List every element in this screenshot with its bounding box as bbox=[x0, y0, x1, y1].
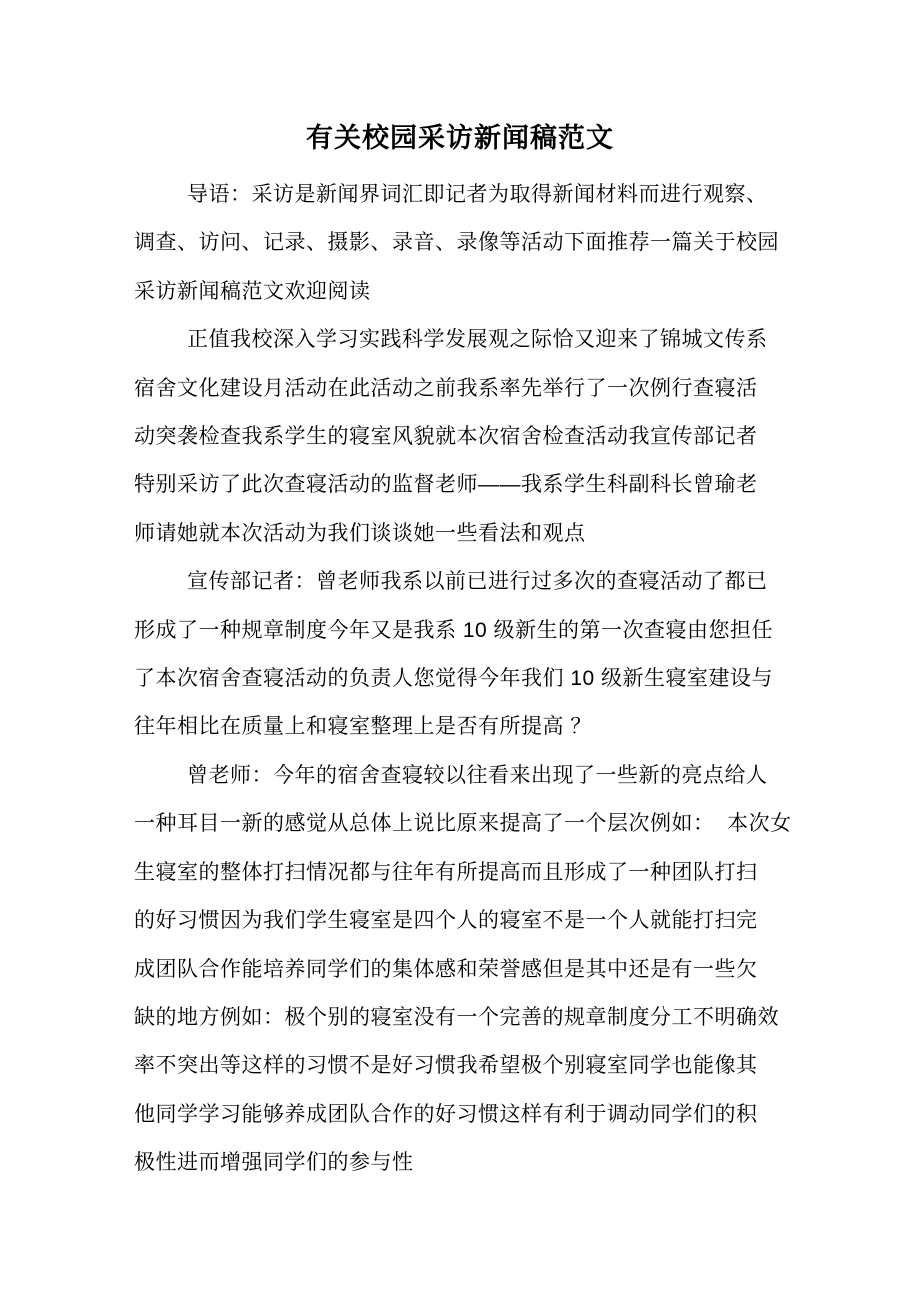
text-line: 一种耳目一新的感觉从总体上说比原来提高了一个层次例如： 本次女 bbox=[134, 812, 792, 836]
text-line: 了本次宿舍查寝活动的负责人您觉得今年我们 10 级新生寝室建设与 bbox=[134, 667, 774, 691]
text-line: 生寝室的整体打扫情况都与往年有所提高而且形成了一种团队打扫 bbox=[134, 860, 758, 884]
text-line: 他同学学习能够养成团队合作的好习惯这样有利于调动同学们的积 bbox=[134, 1102, 758, 1126]
text-line: 成团队合作能培养同学们的集体感和荣誉感但是其中还是有一些欠 bbox=[134, 957, 758, 981]
text-line: 采访新闻稿范文欢迎阅读 bbox=[134, 279, 371, 303]
text-line: 曾老师：今年的宿舍查寝较以往看来出现了一些新的亮点给人 bbox=[187, 763, 768, 787]
text-line: 调查、访问、记录、摄影、录音、录像等活动下面推荐一篇关于校园 bbox=[134, 231, 779, 255]
document-title: 有关校园采访新闻稿范文 bbox=[306, 123, 614, 153]
document-body bbox=[134, 171, 794, 1188]
text-line: 宣传部记者：曾老师我系以前已进行过多次的查寝活动了都已 bbox=[187, 570, 768, 594]
text-line: 导语：采访是新闻界词汇即记者为取得新闻材料而进行观察、 bbox=[187, 183, 768, 206]
text-line: 宿舍文化建设月活动在此活动之前我系率先举行了一次例行查寝活 bbox=[134, 376, 758, 400]
text-line: 正值我校深入学习实践科学发展观之际恰又迎来了锦城文传系 bbox=[187, 328, 768, 352]
text-line: 率不突出等这样的习惯不是好习惯我希望极个别寝室同学也能像其 bbox=[134, 1054, 758, 1078]
paragraph-teacher-answer bbox=[134, 752, 794, 1188]
paragraph-intro bbox=[134, 171, 794, 316]
text-line: 的好习惯因为我们学生寝室是四个人的寝室不是一个人就能打扫完 bbox=[134, 909, 758, 933]
text-line: 缺的地方例如：极个别的寝室没有一个完善的规章制度分工不明确效 bbox=[134, 1005, 779, 1029]
text-line: 师请她就本次活动为我们谈谈她一些看法和观点 bbox=[134, 521, 586, 545]
text-line: 特别采访了此次查寝活动的监督老师——我系学生科副科长曾瑜老 bbox=[134, 473, 758, 497]
text-line: 极性进而增强同学们的参与性 bbox=[134, 1151, 414, 1175]
text-line: 往年相比在质量上和寝室整理上是否有所提高 ？ bbox=[134, 715, 592, 739]
paragraph-reporter-question bbox=[134, 558, 794, 752]
text-line: 形成了一种规章制度今年又是我系 10 级新生的第一次查寝由您担任 bbox=[134, 618, 774, 642]
paragraph-background bbox=[134, 316, 794, 558]
text-line: 动突袭检查我系学生的寝室风貌就本次宿舍检查活动我宣传部记者 bbox=[134, 425, 758, 449]
